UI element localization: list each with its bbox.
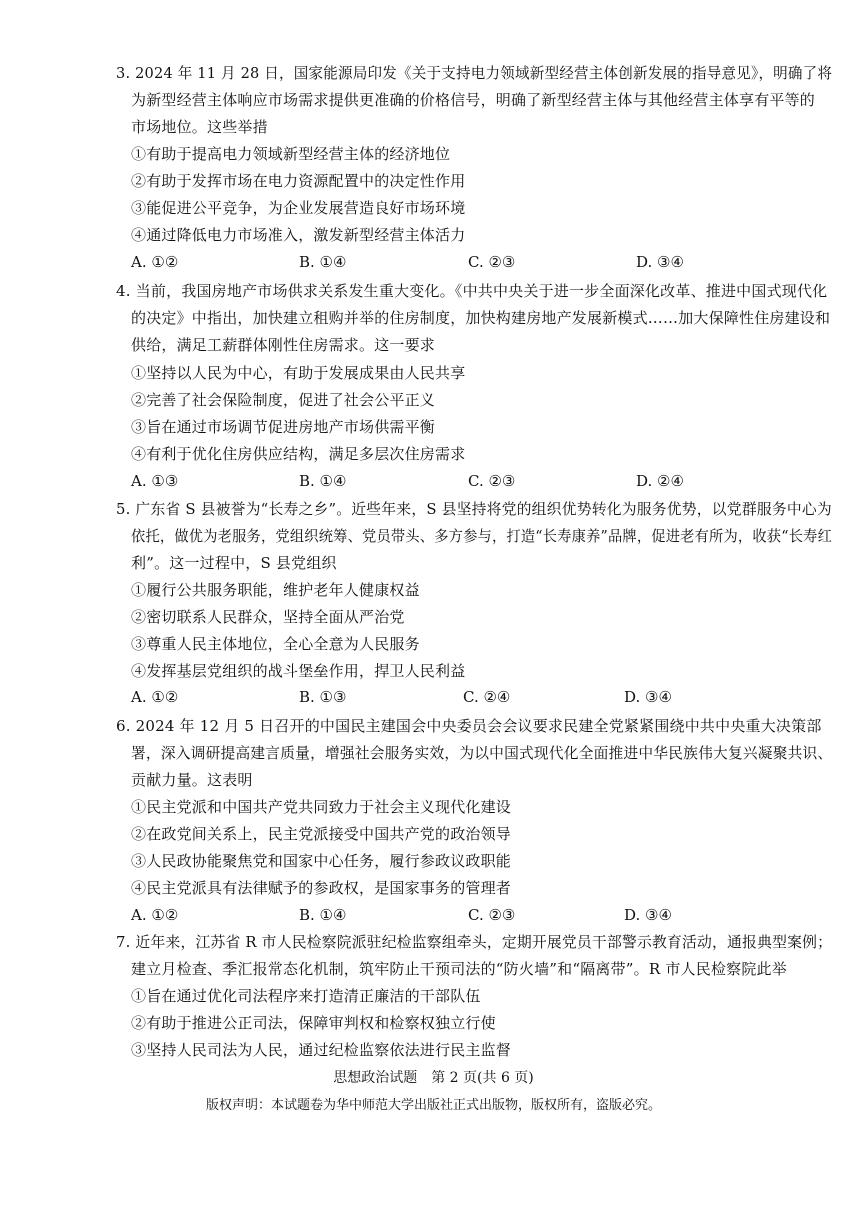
- question-stem-line: 贡献力量。这表明: [131, 771, 253, 789]
- question-stem-line: 4. 当前，我国房地产市场供求关系发生重大变化。《中共中央关于进一步全面深化改革、推进中国式现代化: [116, 282, 828, 300]
- statement-option: ③尊重人民主体地位，全心全意为人民服务: [131, 635, 420, 653]
- choice-a: A. ①③: [131, 472, 179, 490]
- question-stem-line: 供给，满足工薪群体刚性住房需求。这一要求: [131, 336, 436, 354]
- question-stem-line: 依托，做优为老服务，党组织统筹、党员带头、多方参与，打造“长寿康养”品牌，促进老有所为，收获“长寿红: [131, 527, 833, 545]
- statement-option: ②有助于推进公正司法，保障审判权和检察权独立行使: [131, 1014, 496, 1032]
- choice-b: B. ①④: [299, 906, 347, 924]
- statement-option: ③能促进公平竞争，为企业发展营造良好市场环境: [131, 199, 466, 217]
- statement-option: ①履行公共服务职能，维护老年人健康权益: [131, 581, 420, 599]
- question-stem-line: 为新型经营主体响应市场需求提供更准确的价格信号，明确了新型经营主体与其他经营主体享有平等的: [131, 91, 816, 109]
- choice-a: A. ①②: [131, 906, 179, 924]
- question-stem-line: 6. 2024 年 12 月 5 日召开的中国民主建国会中央委员会会议要求民建全党紧紧围绕中共中央重大决策部: [116, 717, 822, 735]
- copyright-notice: 版权声明：本试题卷为华中师范大学出版社正式出版物，版权所有，盗版必究。: [205, 1098, 661, 1113]
- statement-option: ①坚持以人民为中心，有助于发展成果由人民共享: [131, 364, 466, 382]
- statement-option: ②完善了社会保险制度，促进了社会公平正义: [131, 391, 436, 409]
- question-stem-line: 3. 2024 年 11 月 28 日，国家能源局印发《关于支持电力领域新型经营主体创新发展的指导意见》，明确了将: [116, 64, 833, 82]
- choice-d: D. ②④: [636, 472, 684, 490]
- choice-c: C. ②③: [468, 253, 516, 271]
- choice-d: D. ③④: [624, 906, 672, 924]
- question-stem-line: 5. 广东省 S 县被誉为“长寿之乡”。近些年来，S 县坚持将党的组织优势转化为服务优势，以党群服务中心为: [116, 500, 832, 518]
- statement-option: ④民主党派具有法律赋予的参政权，是国家事务的管理者: [131, 879, 512, 897]
- question-stem-line: 市场地位。这些举措: [131, 118, 268, 136]
- page-footer-title: 思想政治试题 第 2 页(共 6 页): [333, 1070, 534, 1086]
- choice-d: D. ③④: [624, 688, 672, 706]
- statement-option: ①民主党派和中国共产党共同致力于社会主义现代化建设: [131, 798, 512, 816]
- question-stem-line: 署，深入调研提高建言质量，增强社会服务实效，为以中国式现代化全面推进中华民族伟大复兴凝聚共识、: [131, 744, 833, 762]
- answer-choices: [131, 252, 731, 272]
- answer-choices: [131, 905, 731, 925]
- choice-c: C. ②③: [468, 906, 516, 924]
- question-stem-line: 利”。这一过程中，S 县党组织: [131, 554, 337, 572]
- choice-c: C. ②④: [463, 688, 511, 706]
- statement-option: ①有助于提高电力领域新型经营主体的经济地位: [131, 145, 451, 163]
- statement-option: ③人民政协能聚焦党和国家中心任务，履行参政议政职能: [131, 852, 512, 870]
- question-stem-line: 建立月检查、季汇报常态化机制，筑牢防止干预司法的“防火墙”和“隔离带”。R 市人民检察院此举: [131, 960, 787, 978]
- choice-b: B. ①④: [299, 253, 347, 271]
- statement-option: ④通过降低电力市场准入，激发新型经营主体活力: [131, 226, 466, 244]
- answer-choices: [131, 471, 731, 491]
- choice-a: A. ①②: [131, 253, 179, 271]
- question-stem-line: 7. 近年来，江苏省 R 市人民检察院派驻纪检监察组牵头，定期开展党员干部警示教育活动，通报典型案例；: [116, 933, 833, 951]
- statement-option: ②有助于发挥市场在电力资源配置中的决定性作用: [131, 172, 466, 190]
- statement-option: ②密切联系人民群众，坚持全面从严治党: [131, 608, 405, 626]
- statement-option: ①旨在通过优化司法程序来打造清正廉洁的干部队伍: [131, 987, 481, 1005]
- choice-c: C. ②③: [468, 472, 516, 490]
- choice-b: B. ①④: [299, 472, 347, 490]
- statement-option: ④有利于优化住房供应结构，满足多层次住房需求: [131, 445, 466, 463]
- choice-a: A. ①②: [131, 688, 179, 706]
- statement-option: ③旨在通过市场调节促进房地产市场供需平衡: [131, 418, 436, 436]
- choice-b: B. ①③: [299, 688, 347, 706]
- choice-d: D. ③④: [636, 253, 684, 271]
- statement-option: ②在政党间关系上，民主党派接受中国共产党的政治领导: [131, 825, 512, 843]
- question-stem-line: 的决定》中指出，加快建立租购并举的住房制度，加快构建房地产发展新模式……加大保障性住房建设和: [131, 309, 831, 327]
- statement-option: ③坚持人民司法为人民，通过纪检监察依法进行民主监督: [131, 1041, 512, 1059]
- statement-option: ④发挥基层党组织的战斗堡垒作用，捍卫人民利益: [131, 662, 466, 680]
- answer-choices: [131, 687, 731, 707]
